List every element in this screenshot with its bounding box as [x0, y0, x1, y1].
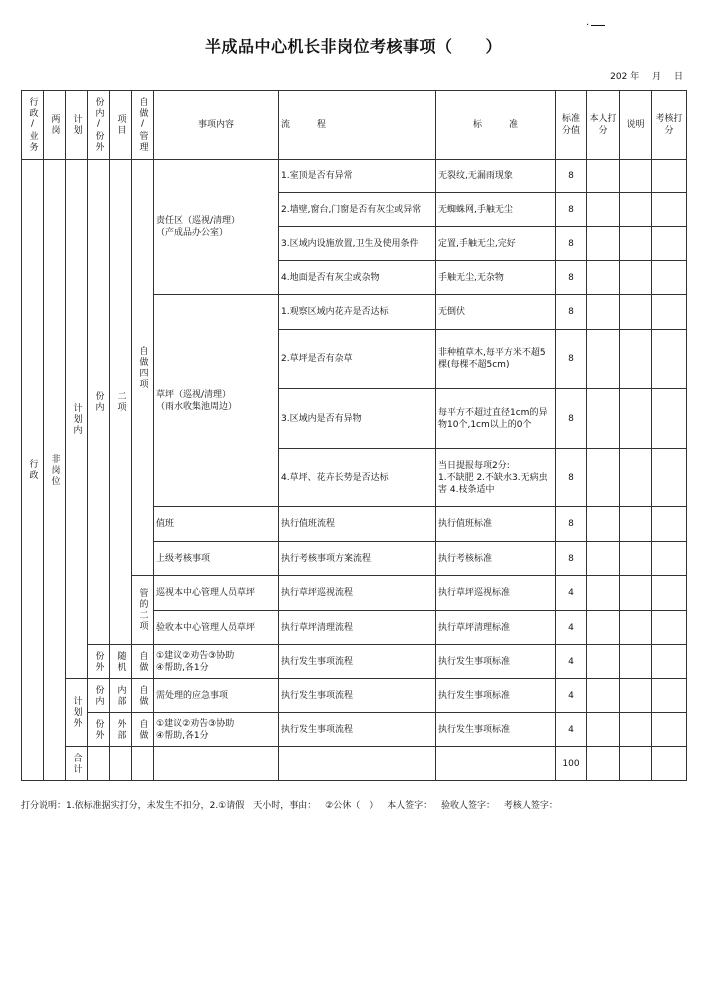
self-sign-label: 本人签字：	[387, 801, 433, 811]
share-in-cell-2: 份内	[88, 679, 110, 713]
corner-mark: ·	[586, 20, 605, 31]
row-flow: 执行发生事项流程	[279, 645, 436, 679]
header-item: 项目	[110, 91, 132, 160]
header-plan: 计划	[66, 91, 88, 160]
row-flow: 1.观察区域内花卉是否达标	[279, 295, 436, 330]
row-flow: 4.草坪、花卉长势是否达标	[279, 449, 436, 507]
row-standard: 手触无尘,无杂物	[436, 261, 556, 295]
remark-cell[interactable]	[620, 389, 652, 449]
row-score: 8	[556, 295, 587, 330]
row-standard: 执行草坪清理标准	[436, 611, 556, 645]
row-score: 8	[556, 261, 587, 295]
row-flow: 执行草坪巡视流程	[279, 576, 436, 611]
self-score-cell[interactable]	[587, 645, 620, 679]
row-content: ①建议②劝告③协助 ④帮助,各1分	[154, 713, 279, 747]
remark-cell[interactable]	[620, 542, 652, 576]
row-content: 上级考核事项	[154, 542, 279, 576]
date-month: 月	[652, 72, 662, 82]
date-line	[600, 69, 683, 82]
plan-in-cell: 计划内	[66, 160, 88, 679]
empty-cell	[110, 747, 132, 781]
table-row	[22, 160, 687, 193]
note-text: 打分说明：1.依标准据实打分，未发生不扣分，2.①请假 天小时，事由：	[21, 801, 317, 811]
row-flow: 1.室顶是否有异常	[279, 160, 436, 193]
row-score: 8	[556, 330, 587, 389]
self-four-cell: 自做四项	[132, 160, 154, 576]
header-post: 两岗	[44, 91, 66, 160]
total-row	[22, 747, 687, 781]
remark-cell[interactable]	[620, 507, 652, 542]
remark-cell[interactable]	[620, 160, 652, 193]
row-standard: 非种植草木,每平方米不超5棵(每棵不超5cm)	[436, 330, 556, 389]
assess-sign-label: 考核人签字：	[503, 801, 558, 811]
row-score: 8	[556, 160, 587, 193]
row-content: 值班	[154, 507, 279, 542]
row-flow: 3.区域内是否有异物	[279, 389, 436, 449]
remark-cell[interactable]	[620, 679, 652, 713]
share-out-cell: 份外	[88, 645, 110, 679]
header-flow: 流 程	[279, 91, 436, 160]
row-flow: 执行发生事项流程	[279, 679, 436, 713]
header-score: 标准分值	[556, 91, 587, 160]
row-flow: 执行发生事项流程	[279, 713, 436, 747]
scoring-note	[21, 798, 564, 811]
self-score-cell[interactable]	[587, 261, 620, 295]
table-row	[22, 679, 687, 713]
row-score: 8	[556, 193, 587, 227]
self-score-cell[interactable]	[587, 507, 620, 542]
self-score-cell[interactable]	[587, 576, 620, 611]
self-do-cell: 自做	[132, 713, 154, 747]
assess-score-cell[interactable]	[652, 576, 687, 611]
share-in-cell: 份内	[88, 160, 110, 645]
remark-cell[interactable]	[620, 330, 652, 389]
remark-cell[interactable]	[620, 193, 652, 227]
self-score-cell[interactable]	[587, 449, 620, 507]
row-score: 8	[556, 389, 587, 449]
self-score-cell[interactable]	[587, 227, 620, 261]
self-score-total-cell[interactable]	[587, 747, 620, 781]
item-random-cell: 随机	[110, 645, 132, 679]
remark-cell[interactable]	[620, 611, 652, 645]
row-score: 4	[556, 576, 587, 611]
row-standard: 执行考核标准	[436, 542, 556, 576]
self-score-cell[interactable]	[587, 295, 620, 330]
self-score-cell[interactable]	[587, 389, 620, 449]
plan-out-cell: 计划外	[66, 679, 88, 747]
remark-cell[interactable]	[620, 227, 652, 261]
row-standard: 无倒伏	[436, 295, 556, 330]
header-assess-score: 考核打分	[652, 91, 687, 160]
remark-cell[interactable]	[620, 645, 652, 679]
assess-score-total-cell[interactable]	[652, 747, 687, 781]
self-score-cell[interactable]	[587, 611, 620, 645]
share-out-cell-2: 份外	[88, 713, 110, 747]
row-content: ①建议②劝告③协助 ④帮助,各1分	[154, 645, 279, 679]
row-standard: 执行草坪巡视标准	[436, 576, 556, 611]
empty-cell	[279, 747, 436, 781]
empty-cell	[436, 747, 556, 781]
row-standard: 每平方不超过直径1cm的异物10个,1cm以上的0个	[436, 389, 556, 449]
row-standard: 无裂纹,无漏雨现象	[436, 160, 556, 193]
assessment-table	[21, 90, 687, 781]
row-standard: 执行发生事项标准	[436, 713, 556, 747]
row-standard: 当日提报每项2分: 1.不缺肥 2.不缺水3.无病虫害 4.枝条适中	[436, 449, 556, 507]
item-two-cell: 二项	[110, 160, 132, 645]
accept-sign-label: 验收人签字：	[440, 801, 495, 811]
self-score-cell[interactable]	[587, 193, 620, 227]
remark-cell[interactable]	[620, 295, 652, 330]
table-row	[22, 645, 687, 679]
header-remark: 说明	[620, 91, 652, 160]
assess-score-cell[interactable]	[652, 389, 687, 449]
assess-score-cell[interactable]	[652, 330, 687, 389]
empty-cell	[88, 747, 110, 781]
assess-score-cell[interactable]	[652, 611, 687, 645]
empty-cell	[132, 747, 154, 781]
assess-score-cell[interactable]	[652, 713, 687, 747]
assess-score-cell[interactable]	[652, 193, 687, 227]
remark-cell[interactable]	[620, 713, 652, 747]
date-year: 202 年	[610, 72, 640, 82]
total-score: 100	[556, 747, 587, 781]
row-flow: 2.墙壁,窗台,门窗是否有灰尘或异常	[279, 193, 436, 227]
row-score: 4	[556, 611, 587, 645]
row-flow: 2.草坪是否有杂草	[279, 330, 436, 389]
header-standard: 标 准	[436, 91, 556, 160]
item-internal-cell: 内部	[110, 679, 132, 713]
row-standard: 执行发生事项标准	[436, 645, 556, 679]
remark-cell[interactable]	[620, 261, 652, 295]
manage-two-cell: 管的二项	[132, 576, 154, 645]
remark-cell[interactable]	[620, 449, 652, 507]
row-flow: 执行草坪清理流程	[279, 611, 436, 645]
remark-cell[interactable]	[620, 576, 652, 611]
assess-score-cell[interactable]	[652, 679, 687, 713]
row-score: 8	[556, 449, 587, 507]
header-self: 自做/管理	[132, 91, 154, 160]
assess-score-cell[interactable]	[652, 295, 687, 330]
header-self-score: 本人打分	[587, 91, 620, 160]
dept-cell: 行政	[22, 160, 44, 781]
empty-cell	[154, 747, 279, 781]
row-standard: 定置,手触无尘,完好	[436, 227, 556, 261]
self-do-cell: 自做	[132, 645, 154, 679]
date-day: 日	[673, 72, 683, 82]
row-flow: 执行值班流程	[279, 507, 436, 542]
row-flow: 执行考核事项方案流程	[279, 542, 436, 576]
remark-total-cell[interactable]	[620, 747, 652, 781]
item-external-cell: 外部	[110, 713, 132, 747]
row-score: 4	[556, 713, 587, 747]
post-cell: 非岗位	[44, 160, 66, 781]
assess-score-cell[interactable]	[652, 645, 687, 679]
row-standard: 执行发生事项标准	[436, 679, 556, 713]
self-score-cell[interactable]	[587, 713, 620, 747]
page-title: 半成品中心机长非岗位考核事项（ ）	[204, 37, 502, 56]
self-score-cell[interactable]	[587, 330, 620, 389]
area2-content: 草坪（巡视/清理） （雨水收集池周边）	[154, 295, 279, 507]
row-score: 8	[556, 227, 587, 261]
row-content: 验收本中心管理人员草坪	[154, 611, 279, 645]
row-score: 8	[556, 542, 587, 576]
row-flow: 4.地面是否有灰尘或杂物	[279, 261, 436, 295]
self-score-cell[interactable]	[587, 679, 620, 713]
row-score: 4	[556, 679, 587, 713]
assess-score-cell[interactable]	[652, 160, 687, 193]
table-row	[22, 713, 687, 747]
row-content: 需处理的应急事项	[154, 679, 279, 713]
assess-score-cell[interactable]	[652, 261, 687, 295]
row-score: 4	[556, 645, 587, 679]
self-score-cell[interactable]	[587, 542, 620, 576]
area1-content: 责任区（巡视/清理） （产成品办公室）	[154, 160, 279, 295]
row-score: 8	[556, 507, 587, 542]
assess-score-cell[interactable]	[652, 507, 687, 542]
header-content: 事项内容	[154, 91, 279, 160]
header-share: 份内/份外	[88, 91, 110, 160]
self-do-cell: 自做	[132, 679, 154, 713]
row-standard: 执行值班标准	[436, 507, 556, 542]
assess-score-cell[interactable]	[652, 542, 687, 576]
row-standard: 无蜘蛛网,手触无尘	[436, 193, 556, 227]
row-content: 巡视本中心管理人员草坪	[154, 576, 279, 611]
assess-score-cell[interactable]	[652, 449, 687, 507]
header-dept: 行政/业务	[22, 91, 44, 160]
self-score-cell[interactable]	[587, 160, 620, 193]
table-header-row	[22, 91, 687, 160]
row-flow: 3.区域内设施放置,卫生及使用条件	[279, 227, 436, 261]
assess-score-cell[interactable]	[652, 227, 687, 261]
note-leave: ②公休（ ）	[325, 801, 379, 811]
total-label: 合计	[66, 747, 88, 781]
